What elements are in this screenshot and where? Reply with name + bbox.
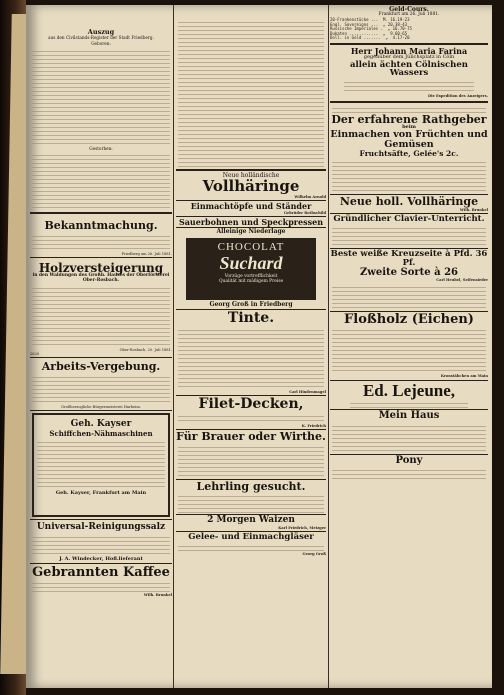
pony-title: Pony xyxy=(395,454,423,466)
morgen-seller: Karl Friedrich, Metzger xyxy=(278,525,326,530)
holzversteigerung-title: Holzversteigerung xyxy=(38,260,164,275)
kaffee-title: Gebrannten Kaffee xyxy=(32,564,170,580)
lehrling-title: Lehrling gesucht. xyxy=(196,479,306,493)
einmach-seller: Gebrüder Rothschild xyxy=(283,210,326,215)
brauer-text xyxy=(178,444,324,478)
pony-text xyxy=(332,467,486,479)
niederlage-heading: Alleinige Niederlage xyxy=(216,228,286,236)
vollhaeringe-title: Vollhäringe xyxy=(202,177,300,196)
gestorben-heading: Gestorben: xyxy=(89,145,113,151)
kaffee-text xyxy=(32,580,170,592)
divider xyxy=(30,410,172,411)
rathgeber-intro xyxy=(332,105,486,113)
fruchtsaefte: Fruchtsäfte, Gelée's 2c. xyxy=(359,149,459,159)
geldcours-title: Geld-Cours. xyxy=(389,6,429,13)
vollhaeringe-title-2: Neue holl. Vollhäringe xyxy=(339,195,479,209)
register-body xyxy=(32,48,170,146)
morgen-title: 2 Morgen Waizen xyxy=(207,515,295,526)
kayser-product: Schiffchen-Nähmaschinen xyxy=(49,428,153,438)
kayser-name: Geh. Kayser xyxy=(70,419,132,430)
farina-text xyxy=(344,79,474,93)
holzversteigerung-text xyxy=(32,285,170,347)
rathgeber-title: Der erfahrene Rathgeber xyxy=(331,112,487,126)
newspaper-page xyxy=(26,5,492,688)
divider xyxy=(30,257,172,258)
divider xyxy=(330,43,488,45)
divider xyxy=(176,169,326,171)
lejeune-title: Ed. Lejeune, xyxy=(362,380,456,400)
lejeune-text xyxy=(350,400,468,408)
vollhaeringe-label: Neue holländische xyxy=(222,172,280,179)
lehrling-text xyxy=(178,493,324,513)
holzversteigerung-date: Ober-Rosbach, 20. Juli 1881. xyxy=(119,347,172,352)
rathgeber-text xyxy=(332,159,486,193)
chocolat-price: Qualität mit mäßigem Preise xyxy=(218,278,284,284)
sauerbohn-title: Sauerbohnen und Speckpressen xyxy=(178,217,324,228)
farina-name: Herr Johann Maria Farina xyxy=(350,45,468,56)
kreuzsaite-text xyxy=(332,284,486,310)
kayser-ad xyxy=(32,413,170,517)
farina-address: gegenüber dem Jülichsplatz in Cöln xyxy=(363,54,455,61)
column-right xyxy=(330,5,488,688)
gelee-seller: Georg Groß xyxy=(302,551,326,556)
geldcours-table: 20-Frankenstücke ... M. 16.19-23 Engl. Sovereigns ... „ 20.38-43 Russische Imperiales . „ 16.70-75 Dukaten ............ „ 9.60-65 Doll. in Gold ....... „ 4.17-20 xyxy=(330,16,412,41)
clavier-text xyxy=(332,225,486,247)
gelee-title: Gelee- und Einmachgläser xyxy=(188,531,314,542)
flossholz-text xyxy=(332,327,486,373)
holzversteigerung-subtitle: in den Waldungen des Großh. Hauses der Oberförsterei Ober-Rosbach. xyxy=(32,273,170,284)
chocolat-suchard-logo xyxy=(186,238,316,300)
register-title: Auszug xyxy=(87,28,115,36)
geldcours-subtitle: Frankfurt am 26. Juli 1881. xyxy=(378,12,440,18)
kayser-text xyxy=(37,439,165,489)
reinigung-title: Universal-Reinigungssalz xyxy=(36,522,166,533)
einmachen-title: Einmachen von Früchten und Gemüsen xyxy=(330,129,488,151)
chocolat-slogan: Vorzüge vortrefflichkeit xyxy=(224,273,278,279)
bekanntmachung-title: Bekanntmachung. xyxy=(44,219,158,233)
gelee-text xyxy=(178,543,324,551)
flossholz-seller: Kronstäbchen am Main xyxy=(440,374,488,379)
divider xyxy=(30,519,172,520)
vollhaeringe-seller-2: Wilh. Brunkel xyxy=(459,207,488,212)
kreuzsaite-sub: Zweite Sorte à 26 xyxy=(359,266,459,278)
haus-title: Mein Haus xyxy=(378,410,440,422)
kayser-footer: Geh. Kayser, Frankfurt am Main xyxy=(55,489,147,496)
kaffee-seller: Wilh. Brunkel xyxy=(143,593,172,598)
filet-text xyxy=(178,413,324,423)
kreuzsaite-seller: Carl Heubel, Seifensieder xyxy=(436,278,488,283)
rathgeber-sub: beim xyxy=(402,124,416,131)
divider xyxy=(30,357,172,358)
register-continued xyxy=(178,19,324,167)
reinigung-seller: J. A. Windecker, Hofl.lieferant xyxy=(59,555,143,562)
column-rule xyxy=(173,5,174,688)
kreuzsaite-title: Beste weiße Kreuzseite à Pfd. 36 Pf. xyxy=(330,249,488,268)
chocolat-line: CHOCOLAT xyxy=(217,240,285,253)
register-subtitle: aus den Civilstands-Register der Stadt Friedberg. xyxy=(48,34,154,40)
filet-title: Filet-Decken, xyxy=(198,396,304,412)
ad-number: 2620 xyxy=(30,352,40,357)
column-left xyxy=(30,5,172,688)
column-middle xyxy=(176,5,326,688)
tinte-seller: Carl Hindenmagel xyxy=(289,389,326,394)
bekanntmachung-text xyxy=(32,233,170,251)
farina-footer: Die Expedition des Anzeigers. xyxy=(428,94,488,99)
divider xyxy=(30,563,172,564)
einmach-title: Einmachtöpfe und Ständer xyxy=(190,201,312,212)
filet-seller: K. Friedrich xyxy=(301,423,326,428)
geboren-heading: Geboren: xyxy=(91,41,111,47)
arbeits-text xyxy=(32,374,170,404)
farina-product: allein ächten Cölnischen Wassers xyxy=(350,59,468,79)
tinte-title: Tinte. xyxy=(227,310,275,327)
tinte-text xyxy=(178,327,324,389)
haus-text xyxy=(332,423,486,453)
brauer-title: Für Brauer oder Wirthe. xyxy=(176,429,326,443)
vollhaeringe-seller: Wilhelm Arnold xyxy=(294,195,326,200)
arbeits-title: Arbeits-Vergebung. xyxy=(41,360,161,374)
reinigung-text xyxy=(32,534,170,556)
flossholz-title: Floßholz (Eichen) xyxy=(344,311,474,327)
chocolat-brand: Suchard xyxy=(219,252,283,273)
column-rule xyxy=(328,5,329,688)
chocolat-seller: Georg Groß in Friedberg xyxy=(209,300,293,308)
bekanntmachung-date: Friedberg am 26. Juli 1881. xyxy=(121,251,172,256)
register-deaths-body xyxy=(32,152,170,210)
divider xyxy=(30,212,172,214)
divider xyxy=(330,101,488,103)
clavier-title: Gründlicher Clavier-Unterricht. xyxy=(333,214,485,225)
arbeits-footer: Großherzogliche Bürgermeisterei Harheim. xyxy=(61,404,141,409)
